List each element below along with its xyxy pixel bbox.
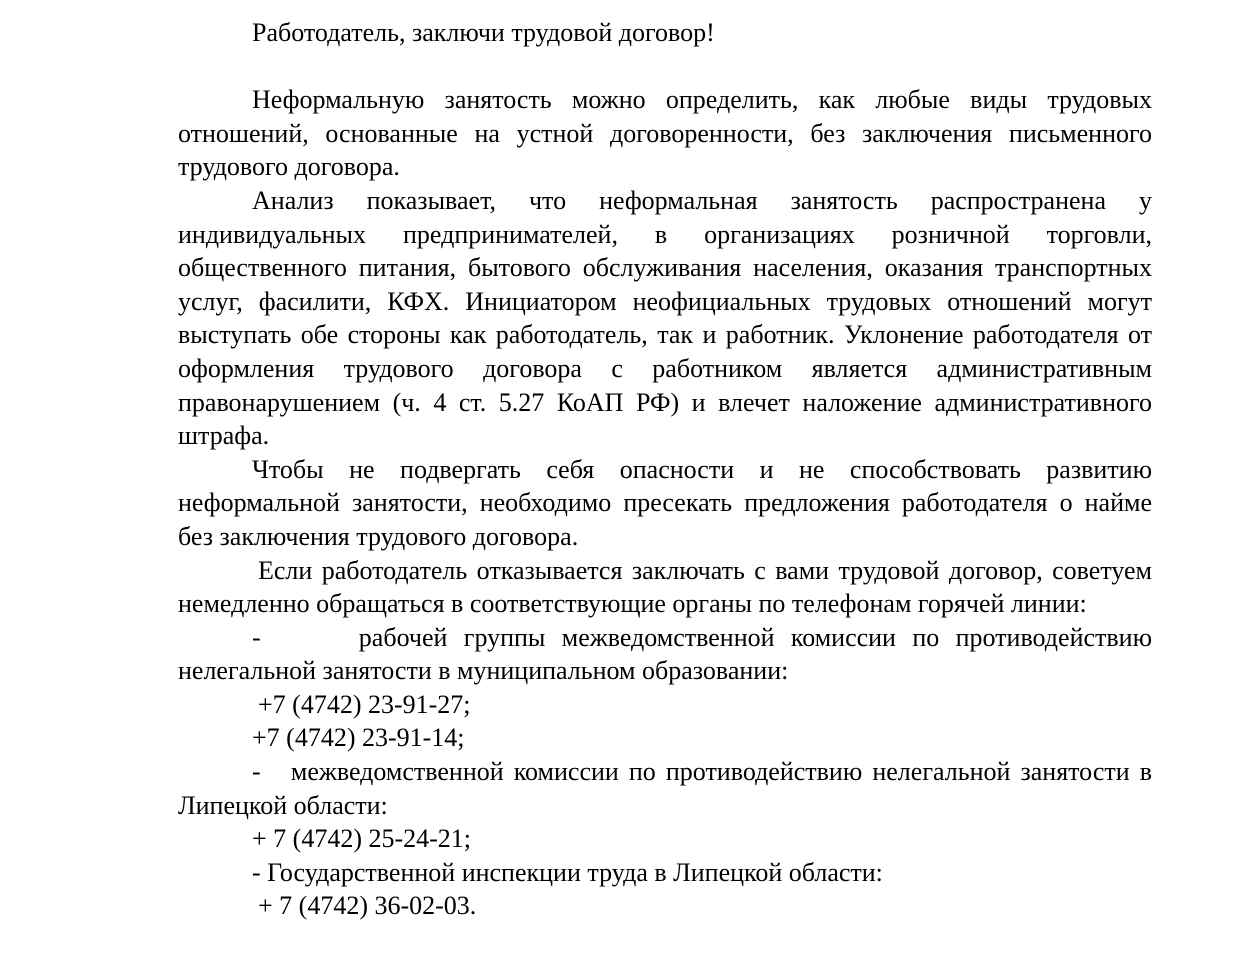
blank-line (178, 50, 1152, 84)
paragraph-informal-definition: Неформальную занятость можно определить, как любые виды трудовых отношений, основанные на устной договоренности, без заключения письменного трудового договора. (178, 85, 1152, 182)
hotline-municipal-label: - рабочей группы межведомственной комиссии по противодействию нелегальной занятости в муниципальном образовании: (178, 622, 1159, 686)
paragraph-analysis: Анализ показывает, что неформальная занятость распространена у индивидуальных предпринимателей, в организациях розничной торговли, общественного питания, бытового обслуживания населения, оказания транспортных услуг, фасилити, КФХ. Инициатором неофициальных трудовых отношений могут выступать обе стороны как работодатель, так и работник. Уклонение работодателя от оформления трудового договора с работником является административным правонарушением (ч. 4 ст. 5.27 КоАП РФ) и влечет наложение административного штрафа. (178, 185, 1152, 451)
paragraph-hotline-intro: Если работодатель отказывается заключать с вами трудовой договор, советуем немедленно обращаться в соответствующие органы по телефонам горячей линии: (178, 555, 1152, 619)
paragraph-advice: Чтобы не подвергать себя опасности и не способствовать развитию неформальной занятости, необходимо пресекать предложения работодателя о найме без заключения трудового договора. (178, 454, 1152, 551)
document-page (178, 16, 1159, 923)
document-title: Работодатель, заключи трудовой договор! (252, 18, 715, 47)
hotline-labor-inspection-phone: + 7 (4742) 36-02-03. (258, 891, 477, 921)
hotline-regional-label: - межведомственной комиссии по противодействию нелегальной занятости в Липецкой области: (178, 757, 1159, 820)
hotline-municipal-phone-2: +7 (4742) 23-91-14; (252, 723, 465, 753)
hotline-labor-inspection-label: - Государственной инспекции труда в Липецкой области: (252, 857, 883, 887)
hotline-regional-phone: + 7 (4742) 25-24-21; (252, 824, 472, 854)
hotline-municipal-phone-1: +7 (4742) 23-91-27; (258, 689, 471, 719)
